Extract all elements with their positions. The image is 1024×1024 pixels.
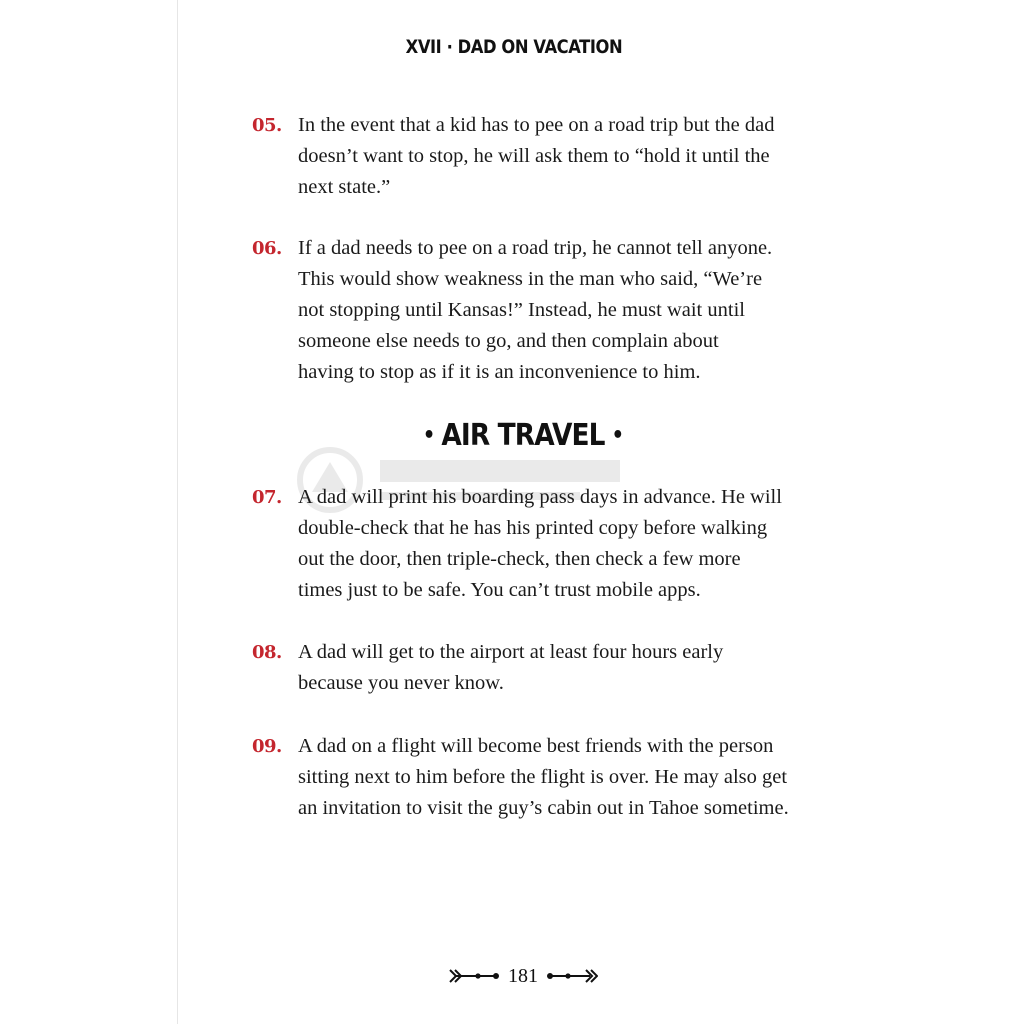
running-head: XVII · DAD ON VACATION	[405, 36, 623, 58]
item-number: 07.	[252, 487, 282, 508]
page-spine-divider	[177, 0, 178, 1024]
arrow-flourish-left-icon	[448, 967, 500, 985]
page-footer	[0, 963, 1024, 989]
item-text-line: next state.”	[298, 176, 391, 198]
item-text-line: If a dad needs to pee on a road trip, he cannot tell anyone.	[298, 237, 773, 259]
section-heading	[63, 418, 983, 453]
list-item-07	[252, 482, 812, 606]
item-text-line: doesn’t want to stop, he will ask them to “hold it until the	[298, 145, 770, 167]
bullet-ornament: •	[422, 423, 435, 448]
item-number: 05.	[252, 115, 282, 136]
item-text-line: not stopping until Kansas!” Instead, he must wait until	[298, 299, 745, 321]
list-item-09	[252, 731, 812, 824]
arrow-flourish-right-icon	[546, 967, 598, 985]
item-text-line: an invitation to visit the guy’s cabin out in Tahoe sometime.	[298, 797, 789, 819]
list-item-06	[252, 233, 812, 388]
item-number: 08.	[252, 642, 282, 663]
list-item-08	[252, 637, 812, 699]
item-number: 09.	[252, 736, 282, 757]
item-text-line: A dad will get to the airport at least four hours early	[298, 641, 724, 663]
item-text-line: someone else needs to go, and then complain about	[298, 330, 719, 352]
bullet-ornament: •	[611, 423, 624, 448]
item-text-line: A dad on a flight will become best friends with the person	[298, 735, 774, 757]
item-text-line: This would show weakness in the man who said, “We’re	[298, 268, 763, 290]
item-text-line: having to stop as if it is an inconvenience to him.	[298, 361, 701, 383]
item-number: 06.	[252, 238, 282, 259]
item-text-line: out the door, then triple-check, then check a few more	[298, 548, 741, 570]
item-text-line: double-check that he has his printed copy before walking	[298, 517, 768, 539]
item-text-line: sitting next to him before the flight is over. He may also get	[298, 766, 788, 788]
item-text-line: In the event that a kid has to pee on a road trip but the dad	[298, 114, 775, 136]
page-number: 181	[508, 964, 538, 987]
section-heading-text: AIR TRAVEL	[441, 418, 605, 453]
item-text-line: because you never know.	[298, 672, 504, 694]
list-item-05	[252, 110, 812, 203]
item-text-line: times just to be safe. You can’t trust mobile apps.	[298, 579, 701, 601]
item-text-line: A dad will print his boarding pass days in advance. He will	[298, 486, 782, 508]
